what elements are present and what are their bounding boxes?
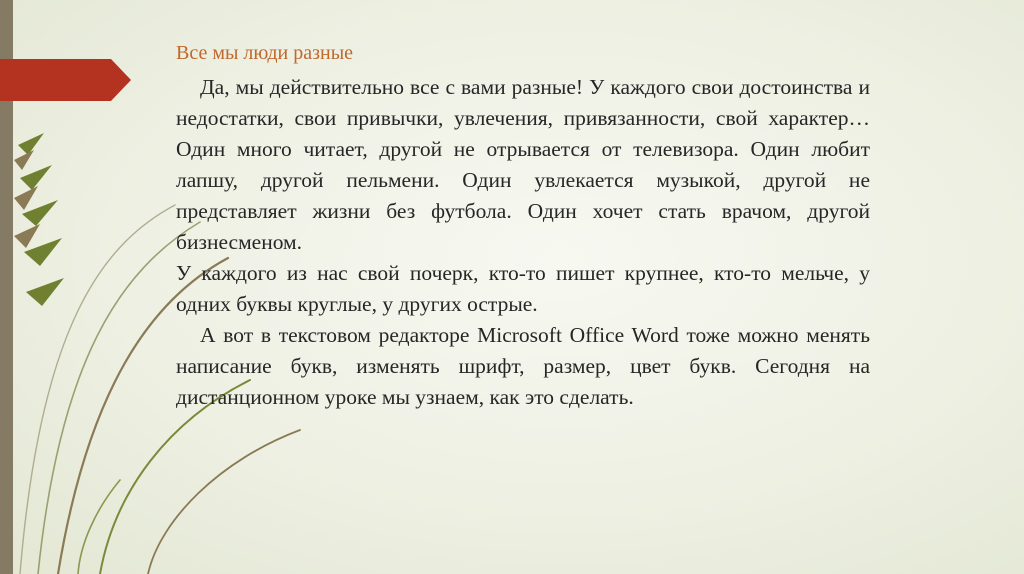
paragraph-differences: Да, мы действительно все с вами разные! У каждого свои достоинства и недостатки, свои привычки, увлечения, привязанности, свой характер… Один много читает, другой не отрывается от телевизора. Один любит лапшу, другой пельмени. Один увлекается музыкой, другой не представляет жизни без футбола. Один хочет стать врачом, другой бизнесменом. — [176, 75, 870, 254]
paragraph-handwriting: У каждого из нас свой почерк, кто-то пишет крупнее, кто-то мельче, у одних буквы круглые, у других острые. — [176, 261, 870, 316]
slide-title: Все мы люди разные — [176, 42, 354, 64]
paragraph-word-editor: А вот в текстовом редакторе Microsoft Office Word тоже можно менять написание букв, изменять шрифт, размер, цвет букв. Сегодня на дистанционном уроке мы узнаем, как это сделать. — [176, 323, 870, 409]
decor-leaf-triangle — [14, 150, 34, 170]
decor-leaf-triangle — [20, 165, 52, 190]
decor-curve — [148, 430, 300, 574]
slide-body — [176, 72, 870, 413]
decor-leaf-triangle — [24, 238, 62, 266]
red-arrow-banner — [0, 59, 131, 101]
decor-leaf-triangle — [26, 278, 64, 306]
decor-leaf-triangle — [14, 224, 40, 248]
decor-leaf-triangle — [14, 186, 38, 210]
